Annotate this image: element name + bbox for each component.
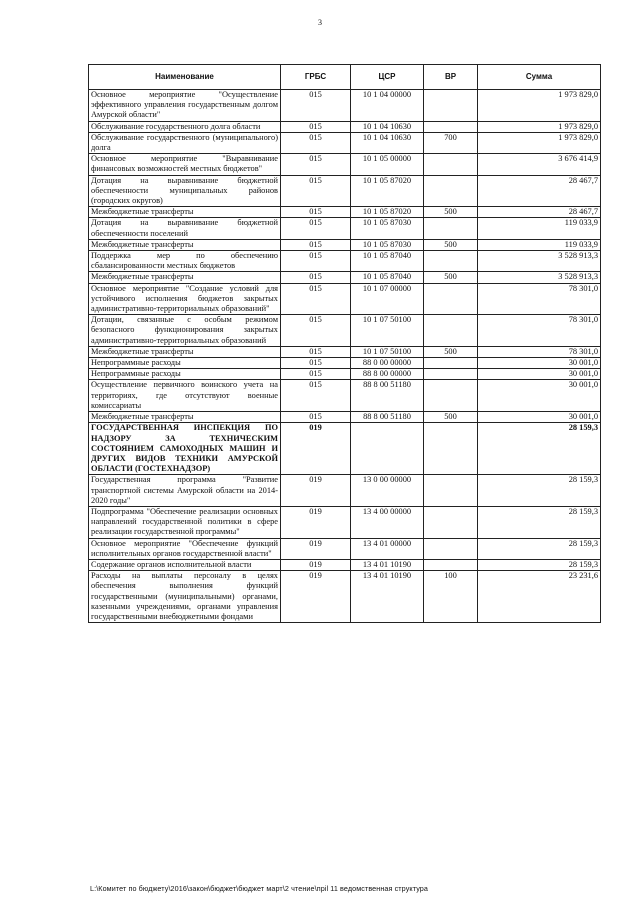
table-row	[89, 369, 601, 380]
table-row	[89, 315, 601, 347]
table-row	[89, 538, 601, 559]
table-row	[89, 423, 601, 475]
csr-cell: 13 0 00 00000	[351, 475, 424, 507]
vr-cell	[424, 559, 478, 570]
name-cell: Государственная программа "Развитие транспортной системы Амурской области на 2014-2020 годы"	[89, 475, 281, 507]
table-row	[89, 90, 601, 122]
name-cell: Осуществление первичного воинского учета на территориях, где отсутствуют военные комиссариаты	[89, 380, 281, 412]
name-cell: Основное мероприятие "Осуществление эффективного управления государственным долгом Амурской области"	[89, 90, 281, 122]
vr-cell	[424, 315, 478, 347]
table-row	[89, 475, 601, 507]
sum-cell: 28 159,3	[478, 506, 601, 538]
csr-cell: 13 4 01 10190	[351, 559, 424, 570]
csr-cell: 10 1 07 00000	[351, 283, 424, 315]
name-cell: Межбюджетные трансферты	[89, 207, 281, 218]
sum-cell: 1 973 829,0	[478, 121, 601, 132]
name-cell: Основное мероприятие "Обеспечение функций исполнительных органов государственной власти"	[89, 538, 281, 559]
sum-cell: 78 301,0	[478, 346, 601, 357]
csr-cell: 88 8 00 51180	[351, 412, 424, 423]
name-cell: Подпрограмма "Обеспечение реализации основных направлений государственной политики в сфере реализации государственной программы"	[89, 506, 281, 538]
name-cell: Непрограммные расходы	[89, 369, 281, 380]
sum-cell: 28 159,3	[478, 538, 601, 559]
table-body	[89, 90, 601, 623]
csr-cell: 10 1 05 87030	[351, 239, 424, 250]
vr-cell	[424, 154, 478, 175]
vr-cell	[424, 475, 478, 507]
grbs-cell: 019	[281, 559, 351, 570]
grbs-cell: 015	[281, 251, 351, 272]
name-cell: Обслуживание государственного долга области	[89, 121, 281, 132]
vr-cell	[424, 251, 478, 272]
table-row	[89, 358, 601, 369]
table-row	[89, 346, 601, 357]
vr-cell: 500	[424, 207, 478, 218]
grbs-cell: 015	[281, 132, 351, 153]
grbs-cell: 015	[281, 283, 351, 315]
header-sum: Сумма	[478, 65, 601, 90]
vr-cell: 500	[424, 412, 478, 423]
grbs-cell: 019	[281, 571, 351, 623]
grbs-cell: 015	[281, 358, 351, 369]
grbs-cell: 015	[281, 369, 351, 380]
sum-cell: 30 001,0	[478, 358, 601, 369]
name-cell: Дотация на выравнивание бюджетной обеспеченности поселений	[89, 218, 281, 239]
table-row	[89, 218, 601, 239]
vr-cell: 100	[424, 571, 478, 623]
table-row	[89, 207, 601, 218]
vr-cell	[424, 506, 478, 538]
sum-cell: 28 159,3	[478, 475, 601, 507]
vr-cell	[424, 121, 478, 132]
name-cell: Межбюджетные трансферты	[89, 272, 281, 283]
file-path-footer: L:\Комитет по бюджету\2016\закон\бюджет\бюджет март\2 чтение\прil 11 ведомственная структура	[90, 884, 428, 893]
sum-cell: 23 231,6	[478, 571, 601, 623]
csr-cell: 13 4 00 00000	[351, 506, 424, 538]
grbs-cell: 015	[281, 239, 351, 250]
table-row	[89, 251, 601, 272]
csr-cell: 13 4 01 10190	[351, 571, 424, 623]
grbs-cell: 015	[281, 121, 351, 132]
grbs-cell: 015	[281, 380, 351, 412]
csr-cell: 88 8 00 51180	[351, 380, 424, 412]
name-cell: Расходы на выплаты персоналу в целях обеспечения выполнения функций государственными (муниципальными) органами, казенными учреждениями, органами управления государственными внебюджетными фондами	[89, 571, 281, 623]
vr-cell	[424, 175, 478, 207]
csr-cell: 10 1 05 87040	[351, 251, 424, 272]
csr-cell: 10 1 05 87020	[351, 175, 424, 207]
grbs-cell: 019	[281, 475, 351, 507]
vr-cell	[424, 380, 478, 412]
grbs-cell: 015	[281, 346, 351, 357]
vr-cell: 500	[424, 346, 478, 357]
grbs-cell: 015	[281, 175, 351, 207]
table-row	[89, 175, 601, 207]
name-cell: Непрограммные расходы	[89, 358, 281, 369]
name-cell: Межбюджетные трансферты	[89, 346, 281, 357]
name-cell: Основное мероприятие "Выравнивание финансовых возможностей местных бюджетов"	[89, 154, 281, 175]
grbs-cell: 015	[281, 272, 351, 283]
name-cell: Дотация на выравнивание бюджетной обеспеченности муниципальных районов (городских округов)	[89, 175, 281, 207]
header-csr: ЦСР	[351, 65, 424, 90]
sum-cell: 3 676 414,9	[478, 154, 601, 175]
grbs-cell: 015	[281, 315, 351, 347]
sum-cell: 78 301,0	[478, 315, 601, 347]
csr-cell: 13 4 01 00000	[351, 538, 424, 559]
vr-cell: 500	[424, 272, 478, 283]
csr-cell: 88 8 00 00000	[351, 369, 424, 380]
csr-cell	[351, 423, 424, 475]
grbs-cell: 015	[281, 412, 351, 423]
name-cell: Дотации, связанные с особым режимом безопасного функционирования закрытых административно-территориальных образований	[89, 315, 281, 347]
sum-cell: 119 033,9	[478, 239, 601, 250]
grbs-cell: 015	[281, 154, 351, 175]
table-header-row	[89, 65, 601, 90]
name-cell: Поддержка мер по обеспечению сбалансированности местных бюджетов	[89, 251, 281, 272]
table-row	[89, 121, 601, 132]
csr-cell: 10 1 07 50100	[351, 315, 424, 347]
sum-cell: 3 528 913,3	[478, 251, 601, 272]
name-cell: Основное мероприятие "Создание условий для устойчивого исполнения бюджетов закрытых административно-территориальных образований"	[89, 283, 281, 315]
grbs-cell: 015	[281, 218, 351, 239]
name-cell: Межбюджетные трансферты	[89, 239, 281, 250]
header-name: Наименование	[89, 65, 281, 90]
vr-cell	[424, 90, 478, 122]
vr-cell	[424, 218, 478, 239]
table-row	[89, 239, 601, 250]
grbs-cell: 019	[281, 423, 351, 475]
vr-cell	[424, 283, 478, 315]
name-cell: Межбюджетные трансферты	[89, 412, 281, 423]
sum-cell: 28 159,3	[478, 423, 601, 475]
sum-cell: 119 033,9	[478, 218, 601, 239]
sum-cell: 30 001,0	[478, 380, 601, 412]
header-grbs: ГРБС	[281, 65, 351, 90]
vr-cell	[424, 369, 478, 380]
csr-cell: 10 1 05 00000	[351, 154, 424, 175]
csr-cell: 10 1 04 00000	[351, 90, 424, 122]
sum-cell: 1 973 829,0	[478, 90, 601, 122]
table-row	[89, 272, 601, 283]
csr-cell: 10 1 05 87020	[351, 207, 424, 218]
name-cell: Содержание органов исполнительной власти	[89, 559, 281, 570]
grbs-cell: 015	[281, 207, 351, 218]
vr-cell: 700	[424, 132, 478, 153]
grbs-cell: 015	[281, 90, 351, 122]
budget-table	[88, 64, 601, 623]
grbs-cell: 019	[281, 538, 351, 559]
vr-cell	[424, 423, 478, 475]
table-row	[89, 132, 601, 153]
sum-cell: 30 001,0	[478, 412, 601, 423]
sum-cell: 28 467,7	[478, 175, 601, 207]
vr-cell: 500	[424, 239, 478, 250]
csr-cell: 10 1 05 87030	[351, 218, 424, 239]
sum-cell: 28 159,3	[478, 559, 601, 570]
sum-cell: 1 973 829,0	[478, 132, 601, 153]
csr-cell: 10 1 07 50100	[351, 346, 424, 357]
header-vr: ВР	[424, 65, 478, 90]
table-row	[89, 559, 601, 570]
grbs-cell: 019	[281, 506, 351, 538]
sum-cell: 30 001,0	[478, 369, 601, 380]
table-row	[89, 283, 601, 315]
csr-cell: 10 1 05 87040	[351, 272, 424, 283]
name-cell: Обслуживание государственного (муниципального) долга	[89, 132, 281, 153]
name-cell: ГОСУДАРСТВЕННАЯ ИНСПЕКЦИЯ ПО НАДЗОРУ ЗА ТЕХНИЧЕСКИМ СОСТОЯНИЕМ САМОХОДНЫХ МАШИН И ДРУГИХ ВИДОВ ТЕХНИКИ АМУРСКОЙ ОБЛАСТИ (ГОСТЕХНАДЗОР)	[89, 423, 281, 475]
sum-cell: 28 467,7	[478, 207, 601, 218]
vr-cell	[424, 538, 478, 559]
sum-cell: 78 301,0	[478, 283, 601, 315]
csr-cell: 88 0 00 00000	[351, 358, 424, 369]
table-row	[89, 412, 601, 423]
csr-cell: 10 1 04 10630	[351, 121, 424, 132]
table-row	[89, 506, 601, 538]
table-row	[89, 571, 601, 623]
table-row	[89, 154, 601, 175]
sum-cell: 3 528 913,3	[478, 272, 601, 283]
table-row	[89, 380, 601, 412]
vr-cell	[424, 358, 478, 369]
csr-cell: 10 1 04 10630	[351, 132, 424, 153]
page-number: 3	[318, 18, 322, 27]
